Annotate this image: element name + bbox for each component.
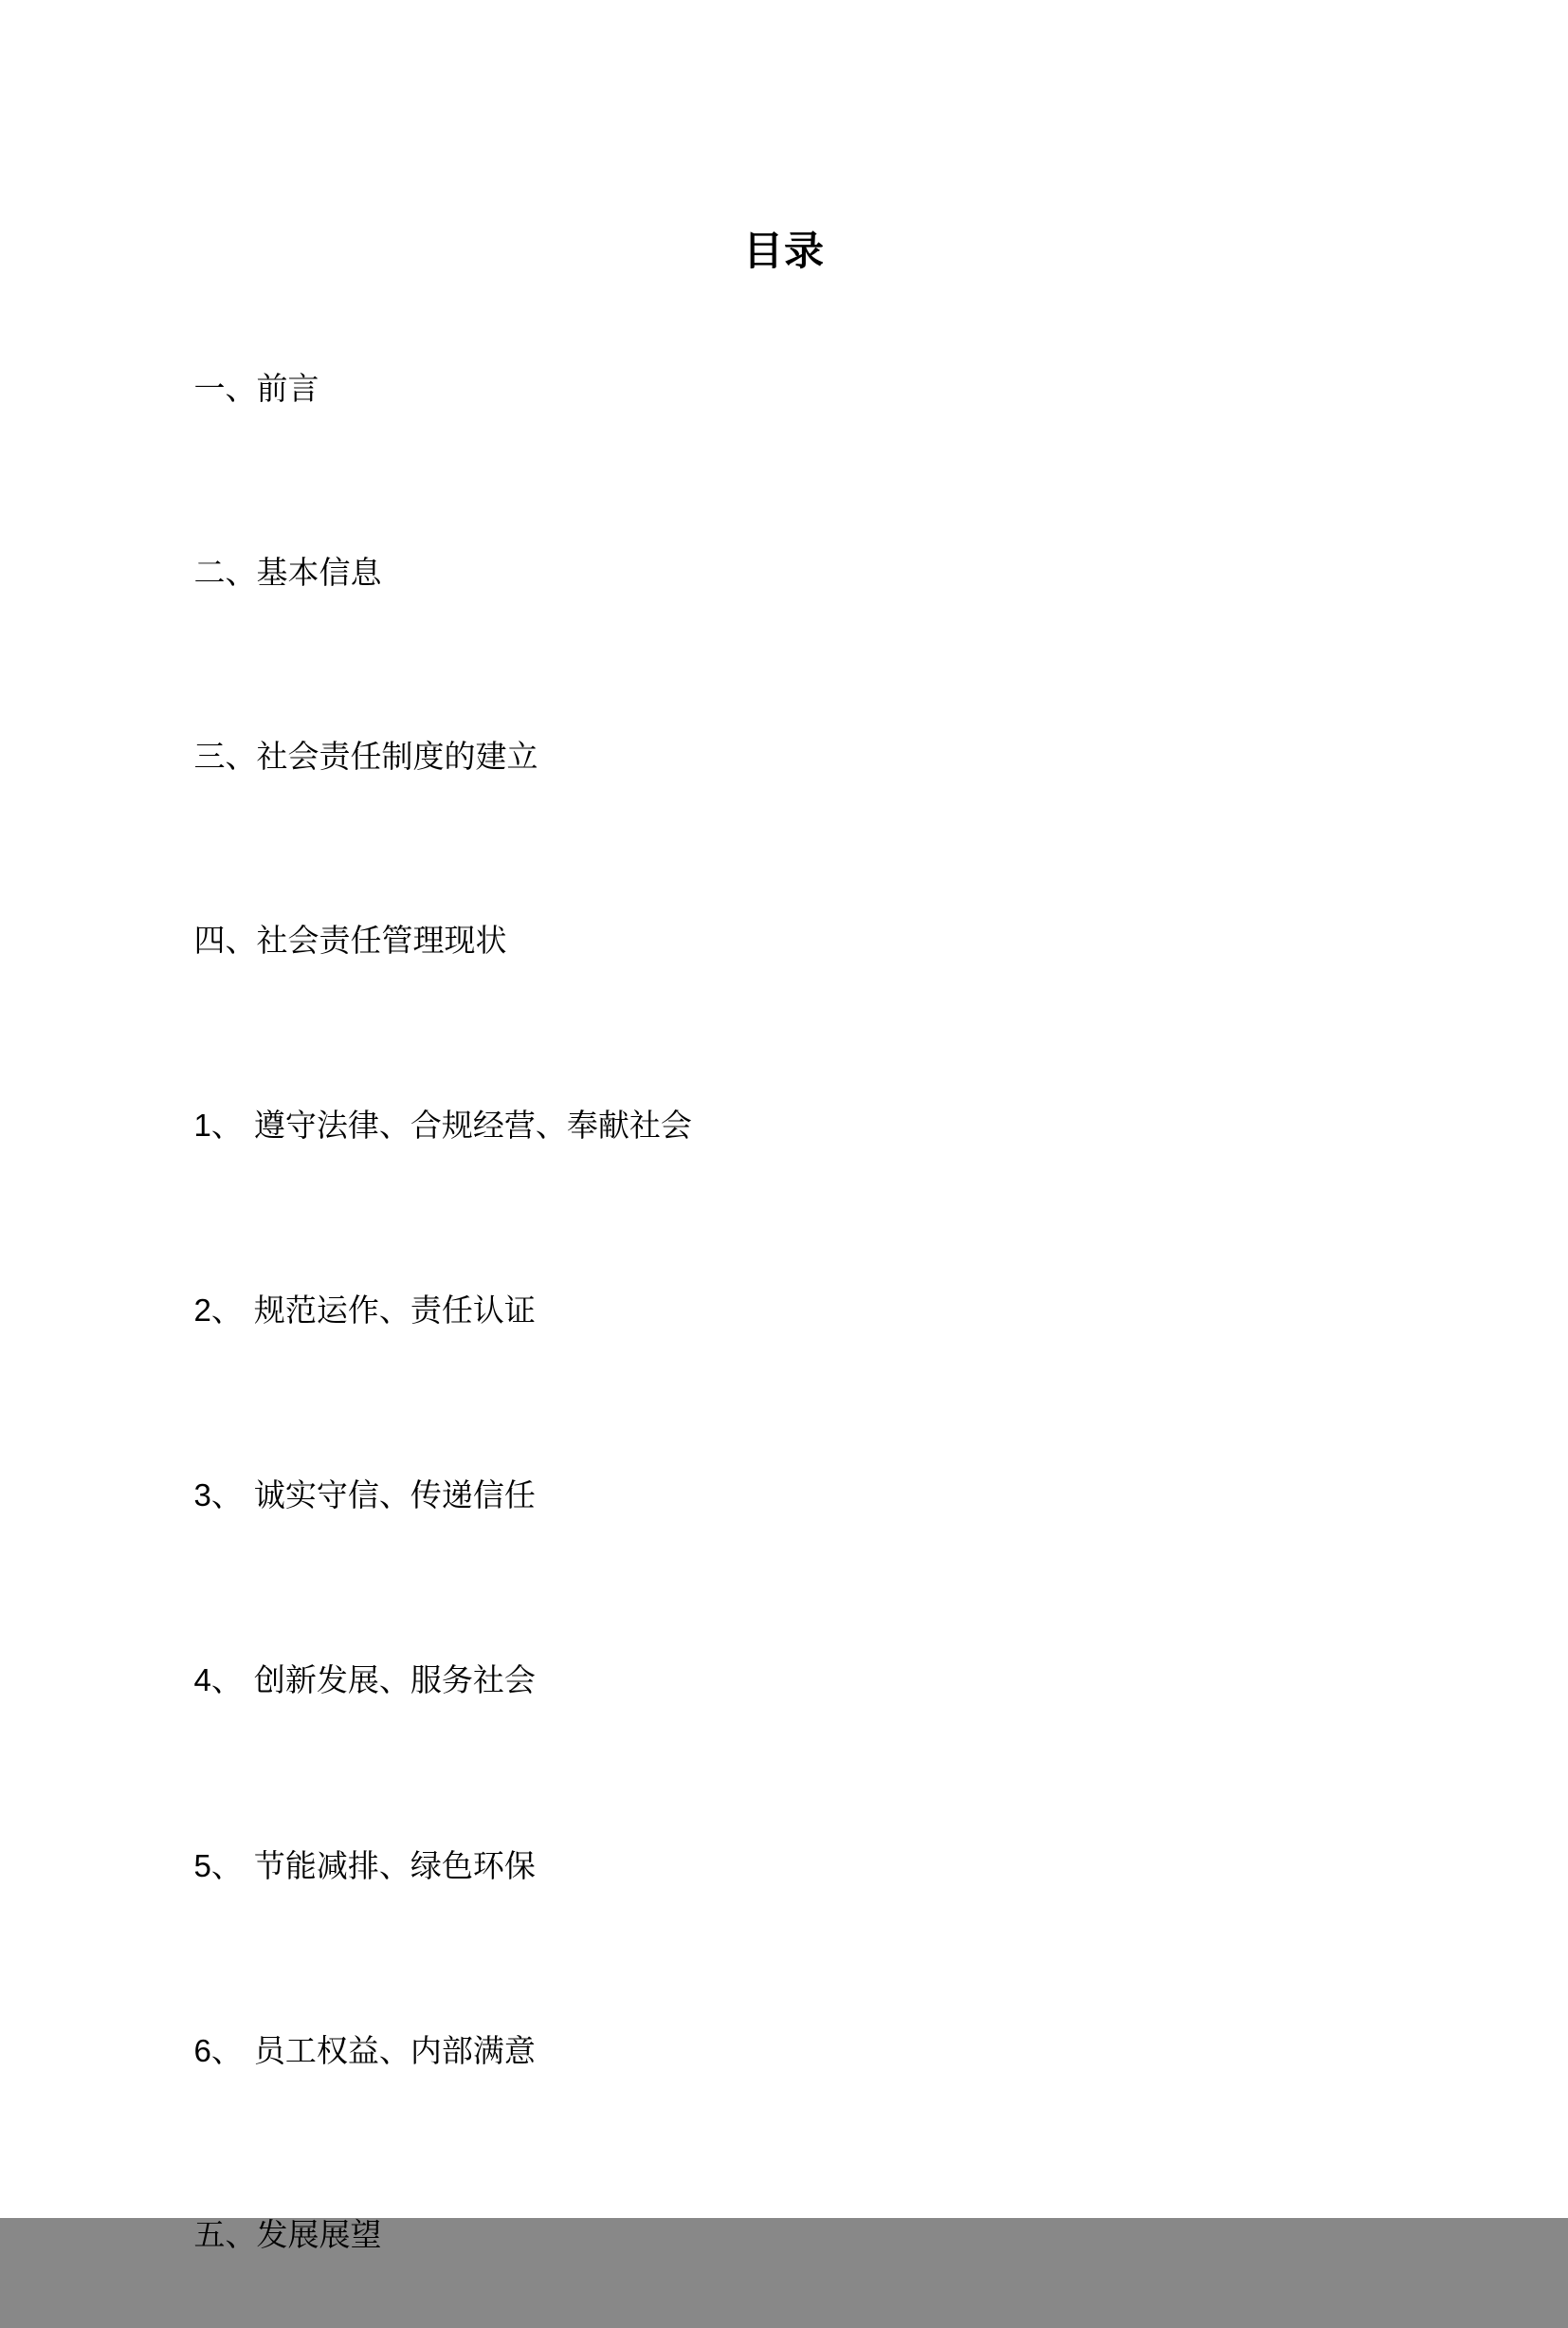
toc-item-label: 遵守法律、合规经营、奉献社会	[253, 1109, 692, 1145]
toc-item-label: 社会责任制度的建立	[256, 740, 538, 775]
toc-item-number: 2、	[193, 1292, 243, 1329]
page-title: 目录	[742, 230, 825, 274]
toc-item	[147, 1219, 1568, 1404]
toc-item-label: 员工权益、内部满意	[253, 2034, 536, 2069]
toc-item-number: 一、	[193, 372, 257, 407]
toc-item-number: 三、	[193, 740, 257, 775]
toc-item-number: 4、	[193, 1662, 243, 1698]
toc-item-label: 规范运作、责任认证	[253, 1294, 536, 1329]
toc-item-number: 五、	[193, 2218, 257, 2253]
toc-item	[147, 1034, 1568, 1219]
toc-item	[147, 2144, 1568, 2328]
toc-item	[147, 1404, 1568, 1589]
toc-item	[147, 1589, 1568, 1774]
toc-item-label: 发展展望	[256, 2218, 382, 2253]
toc-item-number: 6、	[193, 2032, 243, 2068]
toc-item-number: 1、	[193, 1108, 243, 1144]
toc-item-number: 四、	[193, 925, 257, 960]
toc-item	[147, 850, 1568, 1034]
toc-item	[147, 1959, 1568, 2144]
toc-item-label: 诚实守信、传递信任	[253, 1479, 536, 1514]
toc-item	[147, 298, 1568, 482]
toc-item	[147, 666, 1568, 850]
toc-item-label: 节能减排、绿色环保	[253, 1849, 536, 1884]
toc-item-number: 3、	[193, 1477, 243, 1513]
toc-list	[147, 298, 1568, 2328]
toc-item-number: 5、	[193, 1847, 243, 1883]
toc-item	[147, 1774, 1568, 1959]
toc-item-number: 二、	[193, 556, 257, 591]
toc-item	[147, 482, 1568, 666]
toc-item-label: 社会责任管理现状	[256, 925, 507, 960]
toc-item-label: 基本信息	[256, 556, 382, 591]
toc-item-label: 前言	[256, 372, 319, 407]
toc-item-label: 创新发展、服务社会	[253, 1664, 536, 1699]
